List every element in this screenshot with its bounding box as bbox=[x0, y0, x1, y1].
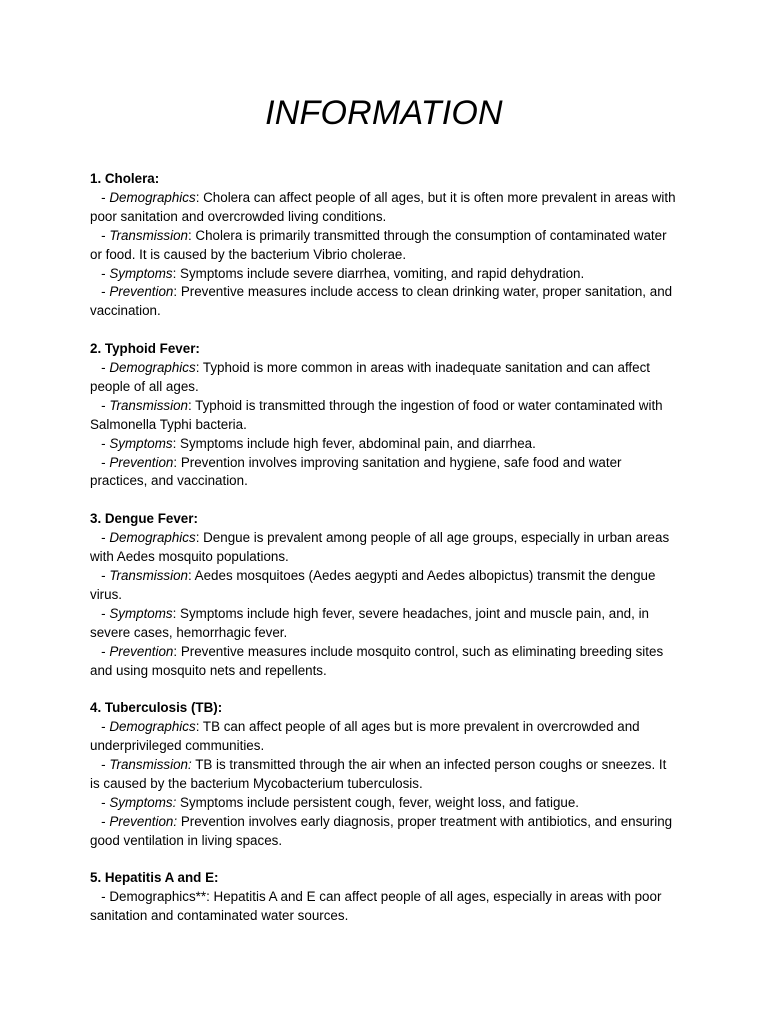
item-label: Transmission bbox=[109, 227, 188, 243]
list-item: - Demographics: Dengue is prevalent among people of all age groups, especially in urban areas with Aedes mosquito populations. bbox=[90, 530, 670, 565]
item-label: Symptoms bbox=[109, 435, 173, 451]
item-label: Demographics bbox=[109, 189, 196, 205]
section-hepatitis-a-and-e bbox=[90, 869, 678, 926]
list-item: - Transmission: Cholera is primarily transmitted through the consumption of contaminated water or food. It is caused by the bacterium Vibrio cholerae. bbox=[90, 227, 667, 262]
item-label: Demographics bbox=[109, 360, 196, 376]
item-label: Demographics bbox=[109, 530, 196, 546]
section-heading: 4. Tuberculosis (TB): bbox=[90, 700, 223, 716]
item-label: Prevention: bbox=[109, 813, 178, 829]
item-text: Cholera is primarily transmitted through the consumption of contaminated water or food. It is caused by the bacterium Vibrio cholerae. bbox=[90, 227, 667, 262]
list-item: - Symptoms: Symptoms include severe diarrhea, vomiting, and rapid dehydration. bbox=[90, 265, 585, 281]
section-typhoid-fever bbox=[90, 340, 678, 491]
item-label: Demographics bbox=[109, 719, 196, 735]
item-label: Transmission: bbox=[109, 757, 192, 773]
item-text: Demographics**: Hepatitis A and E can affect people of all ages, especially in areas with poor sanitation and contaminated water sources. bbox=[90, 889, 662, 924]
item-text: TB is transmitted through the air when an infected person coughs or sneezes. It is caused by the bacterium Mycobacterium tuberculosis. bbox=[90, 757, 667, 791]
section-heading: 2. Typhoid Fever: bbox=[90, 341, 200, 357]
item-label: Transmission bbox=[109, 397, 188, 413]
item-text: Prevention involves improving sanitation and hygiene, safe food and water practices, and vaccination. bbox=[90, 454, 622, 489]
list-item: - Prevention: Preventive measures include access to clean drinking water, proper sanitation, and vaccination. bbox=[90, 284, 673, 319]
list-item: - Symptoms: Symptoms include persistent cough, fever, weight loss, and fatigue. bbox=[90, 794, 580, 810]
list-item: - Demographics: TB can affect people of all ages but is more prevalent in overcrowded and underprivileged communities. bbox=[90, 719, 640, 754]
list-item: - Prevention: Prevention involves early diagnosis, proper treatment with antibiotics, and ensuring good ventilation in living spaces. bbox=[90, 813, 673, 848]
list-item: - Symptoms: Symptoms include high fever, abdominal pain, and diarrhea. bbox=[90, 435, 536, 451]
item-label: Symptoms: bbox=[109, 794, 177, 810]
item-label: Prevention bbox=[109, 643, 174, 659]
page-title: INFORMATION bbox=[265, 94, 503, 132]
list-item: - Demographics: Typhoid is more common in areas with inadequate sanitation and can affect people of all ages. bbox=[90, 360, 651, 394]
list-item: - Demographics: Cholera can affect people of all ages, but it is often more prevalent in areas with poor sanitation and overcrowded living conditions. bbox=[90, 189, 676, 224]
item-label: Prevention bbox=[109, 454, 174, 470]
section-cholera bbox=[90, 170, 678, 321]
list-item: - Demographics**: Hepatitis A and E can affect people of all ages, especially in areas with poor sanitation and contaminated water sources. bbox=[90, 889, 662, 924]
item-text: Symptoms include high fever, abdominal pain, and diarrhea. bbox=[180, 435, 536, 451]
item-text: Typhoid is transmitted through the ingestion of food or water contaminated with Salmonella Typhi bacteria. bbox=[90, 397, 663, 432]
item-text: Cholera can affect people of all ages, but it is often more prevalent in areas with poor sanitation and overcrowded living conditions. bbox=[90, 189, 676, 224]
item-text: Prevention involves early diagnosis, proper treatment with antibiotics, and ensuring good ventilation in living spaces. bbox=[90, 813, 673, 848]
section-heading: 3. Dengue Fever: bbox=[90, 511, 198, 527]
section-heading: 5. Hepatitis A and E: bbox=[90, 870, 219, 886]
list-item: - Symptoms: Symptoms include high fever, severe headaches, joint and muscle pain, and, in severe cases, hemorrhagic fever. bbox=[90, 605, 649, 640]
item-label: Transmission bbox=[109, 568, 188, 583]
item-text: Dengue is prevalent among people of all age groups, especially in urban areas with Aedes mosquito populations. bbox=[90, 530, 670, 565]
item-text: Aedes mosquitoes (Aedes aegypti and Aedes albopictus) transmit the dengue virus. bbox=[90, 568, 656, 602]
item-label: Symptoms bbox=[109, 605, 173, 621]
section-dengue-fever bbox=[90, 510, 678, 680]
item-text: Typhoid is more common in areas with inadequate sanitation and can affect people of all ages. bbox=[90, 360, 651, 394]
item-label: Symptoms bbox=[109, 265, 173, 281]
item-text: Preventive measures include access to clean drinking water, proper sanitation, and vaccination. bbox=[90, 284, 673, 319]
item-text: TB can affect people of all ages but is more prevalent in overcrowded and underprivileged communities. bbox=[90, 719, 640, 754]
item-text: Symptoms include persistent cough, fever, weight loss, and fatigue. bbox=[180, 794, 580, 810]
list-item: - Prevention: Preventive measures include mosquito control, such as eliminating breeding sites and using mosquito nets and repellents. bbox=[90, 643, 664, 678]
list-item: - Transmission: TB is transmitted through the air when an infected person coughs or sneezes. It is caused by the bacterium Mycobacterium tuberculosis. bbox=[90, 757, 667, 791]
section-heading: 1. Cholera: bbox=[90, 171, 160, 186]
list-item: - Transmission: Aedes mosquitoes (Aedes aegypti and Aedes albopictus) transmit the dengue virus. bbox=[90, 568, 656, 602]
list-item: - Transmission: Typhoid is transmitted through the ingestion of food or water contaminated with Salmonella Typhi bacteria. bbox=[90, 397, 663, 432]
item-text: Symptoms include high fever, severe headaches, joint and muscle pain, and, in severe cases, hemorrhagic fever. bbox=[90, 605, 649, 640]
section-tuberculosis bbox=[90, 699, 678, 850]
item-text: Symptoms include severe diarrhea, vomiting, and rapid dehydration. bbox=[180, 265, 585, 281]
item-label: Prevention bbox=[109, 284, 174, 300]
item-text: Preventive measures include mosquito control, such as eliminating breeding sites and using mosquito nets and repellents. bbox=[90, 643, 664, 678]
document-body bbox=[90, 170, 678, 926]
list-item: - Prevention: Prevention involves improving sanitation and hygiene, safe food and water practices, and vaccination. bbox=[90, 454, 622, 489]
